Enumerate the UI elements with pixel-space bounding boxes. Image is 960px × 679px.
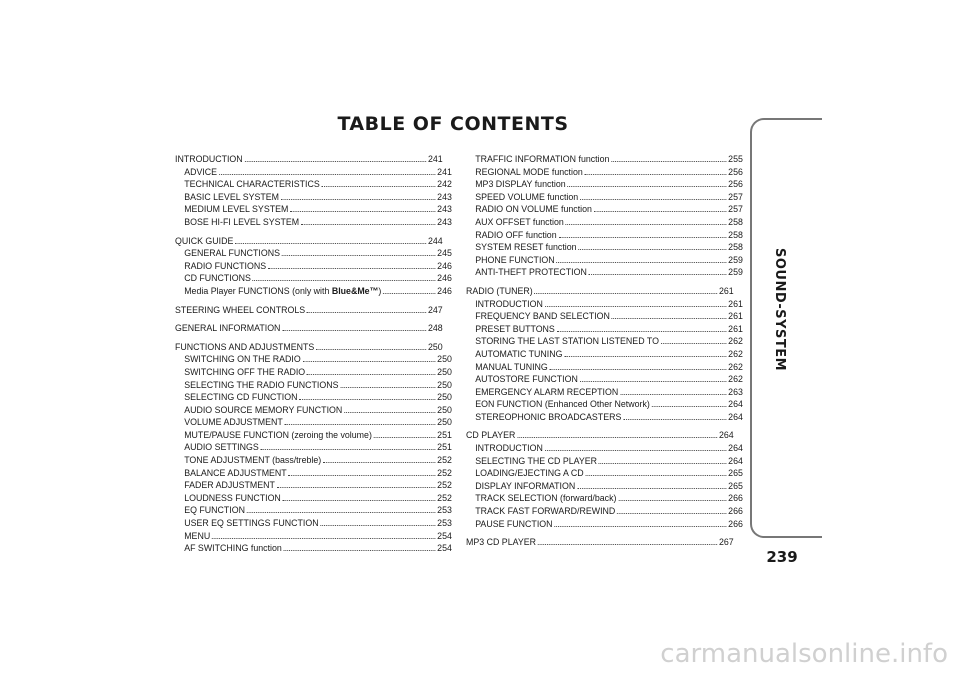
toc-entry-label: FREQUENCY BAND SELECTION <box>475 311 610 323</box>
toc-entry[interactable] <box>466 386 743 399</box>
toc-entry-page: 253 <box>437 518 452 530</box>
toc-leader-dots <box>299 391 435 400</box>
toc-entry[interactable] <box>175 379 452 392</box>
toc-entry[interactable] <box>466 398 743 411</box>
toc-entry[interactable] <box>466 536 734 549</box>
toc-entry[interactable] <box>466 266 743 279</box>
toc-entry-label: ANTI-THEFT PROTECTION <box>475 267 587 279</box>
toc-entry-page: 241 <box>427 154 443 165</box>
toc-entry-page: 264 <box>728 411 743 423</box>
toc-entry-label: RADIO FUNCTIONS <box>184 260 267 272</box>
toc-column-left <box>175 153 452 555</box>
toc-entry-label: INTRODUCTION <box>475 443 543 455</box>
toc-entry-label: FADER ADJUSTMENT <box>184 480 275 492</box>
toc-entry-label: MEDIUM LEVEL SYSTEM <box>184 204 289 216</box>
toc-entry[interactable] <box>175 467 452 480</box>
toc-entry[interactable] <box>466 285 734 298</box>
toc-entry[interactable] <box>466 323 743 336</box>
toc-leader-dots <box>290 203 435 212</box>
toc-entry-label: AUDIO SETTINGS <box>184 442 259 454</box>
toc-entry-label: LOUDNESS FUNCTION <box>184 492 281 504</box>
toc-entry[interactable] <box>175 191 452 204</box>
toc-entry[interactable] <box>175 341 443 354</box>
toc-entry[interactable] <box>175 366 452 379</box>
toc-entry-page: 258 <box>728 242 743 254</box>
toc-entry[interactable] <box>175 404 452 417</box>
toc-entry[interactable] <box>466 166 743 179</box>
toc-leader-dots <box>599 455 726 464</box>
toc-leader-dots <box>517 429 717 438</box>
page-number: 239 <box>766 548 798 566</box>
toc-entry-label: RADIO (TUNER) <box>466 285 533 297</box>
toc-entry-page: 254 <box>437 543 452 555</box>
toc-entry[interactable] <box>466 518 743 531</box>
toc-entry-label: Media Player FUNCTIONS (only with Blue&Me™) <box>184 285 382 297</box>
toc-entry-label: MP3 CD PLAYER <box>466 537 536 549</box>
toc-leader-dots <box>303 353 436 362</box>
toc-entry-label: SWITCHING OFF THE RADIO <box>184 366 306 378</box>
toc-entry-page: 265 <box>728 480 743 492</box>
toc-leader-dots <box>307 304 426 313</box>
toc-entry[interactable] <box>466 373 743 386</box>
toc-entry-label: BASIC LEVEL SYSTEM <box>184 191 280 203</box>
toc-entry[interactable] <box>466 429 734 442</box>
toc-entry[interactable] <box>175 542 452 555</box>
toc-entry-page: 243 <box>437 216 452 228</box>
toc-entry[interactable] <box>175 235 443 248</box>
toc-leader-dots <box>535 285 718 294</box>
toc-entry-label: VOLUME ADJUSTMENT <box>184 417 283 429</box>
toc-entry-page: 243 <box>437 191 452 203</box>
toc-entry-label: TRAFFIC INFORMATION function <box>475 154 610 165</box>
toc-entry[interactable] <box>466 505 743 518</box>
toc-entry-page: 246 <box>437 260 452 272</box>
toc-entry[interactable] <box>466 203 743 216</box>
toc-entry-label: BALANCE ADJUSTMENT <box>184 467 287 479</box>
toc-entry[interactable] <box>466 153 743 166</box>
toc-entry-page: 264 <box>728 443 743 455</box>
toc-entry-label: STEERING WHEEL CONTROLS <box>175 304 306 316</box>
toc-entry[interactable] <box>466 216 743 229</box>
toc-leader-dots <box>578 241 726 250</box>
toc-leader-dots <box>612 310 727 319</box>
toc-entry-page: 266 <box>728 518 743 530</box>
toc-entry[interactable] <box>175 530 452 543</box>
toc-entry-label: EMERGENCY ALARM RECEPTION <box>475 386 619 398</box>
toc-entry-page: 264 <box>728 455 743 467</box>
toc-entry-label: AUTOMATIC TUNING <box>475 348 563 360</box>
toc-entry-page: 266 <box>728 493 743 505</box>
toc-entry-label: GENERAL INFORMATION <box>175 323 281 335</box>
toc-entry[interactable] <box>466 298 743 311</box>
toc-leader-dots <box>282 247 436 256</box>
toc-entry-label: ADVICE <box>184 166 218 178</box>
toc-entry[interactable] <box>175 304 443 317</box>
toc-entry-page: 252 <box>437 492 452 504</box>
toc-entry-page: 242 <box>437 179 452 191</box>
toc-entry-label: RADIO ON VOLUME function <box>475 204 592 216</box>
toc-entry-page: 250 <box>427 341 443 353</box>
toc-entry-label: AF SWITCHING function <box>184 543 282 555</box>
toc-entry[interactable] <box>466 348 743 361</box>
toc-entry-page: 251 <box>437 429 452 441</box>
toc-entry-page: 262 <box>728 374 743 386</box>
toc-entry-page: 264 <box>728 399 743 411</box>
toc-entry-page: 252 <box>437 467 452 479</box>
toc-leader-dots <box>320 517 435 526</box>
toc-entry-page: 262 <box>728 336 743 348</box>
toc-entry[interactable] <box>466 442 743 455</box>
toc-leader-dots <box>235 235 426 244</box>
toc-entry-label: EON FUNCTION (Enhanced Other Network) <box>475 399 650 411</box>
toc-entry-label: SPEED VOLUME function <box>475 191 579 203</box>
toc-leader-dots <box>383 285 435 294</box>
toc-leader-dots <box>567 178 726 187</box>
toc-entry[interactable] <box>175 203 452 216</box>
toc-entry-label: STEREOPHONIC BROADCASTERS <box>475 411 622 423</box>
toc-leader-dots <box>550 361 727 370</box>
toc-entry[interactable] <box>466 492 743 505</box>
toc-entry-page: 246 <box>437 273 452 285</box>
toc-entry-page: 259 <box>728 267 743 279</box>
toc-leader-dots <box>585 166 727 175</box>
toc-entry-page: 253 <box>437 505 452 517</box>
toc-entry[interactable] <box>175 391 452 404</box>
toc-leader-dots <box>253 272 436 281</box>
toc-entry[interactable] <box>466 480 743 493</box>
toc-entry-label: AUX OFFSET function <box>475 216 564 228</box>
toc-entry-page: 256 <box>728 179 743 191</box>
toc-leader-dots <box>301 216 435 225</box>
toc-entry-label: QUICK GUIDE <box>175 235 234 247</box>
toc-entry-page: 246 <box>437 285 452 297</box>
toc-entry[interactable] <box>175 454 452 467</box>
toc-entry[interactable] <box>175 247 452 260</box>
toc-entry-page: 250 <box>437 392 452 404</box>
toc-entry-page: 264 <box>718 430 734 442</box>
toc-entry[interactable] <box>175 260 452 273</box>
section-tab-label: SOUND-SYSTEM <box>772 248 787 372</box>
toc-entry-label: PHONE FUNCTION <box>475 254 555 266</box>
toc-entry-label: MENU <box>184 530 211 542</box>
toc-entry-label: CD FUNCTIONS <box>184 273 251 285</box>
toc-leader-dots <box>594 203 727 212</box>
toc-entry-page: 261 <box>728 311 743 323</box>
toc-leader-dots <box>545 442 727 451</box>
toc-entry-page: 252 <box>437 480 452 492</box>
toc-leader-dots <box>284 542 436 551</box>
toc-leader-dots <box>618 492 726 501</box>
toc-entry-page: 263 <box>728 386 743 398</box>
toc-leader-dots <box>617 505 726 514</box>
page-title: TABLE OF CONTENTS <box>337 113 569 135</box>
toc-entry-label: GENERAL FUNCTIONS <box>184 248 280 260</box>
toc-leader-dots <box>247 504 435 513</box>
toc-leader-dots <box>557 323 727 332</box>
toc-entry-page: 248 <box>427 323 443 335</box>
toc-entry-label: SELECTING THE RADIO FUNCTIONS <box>184 379 339 391</box>
toc-entry-label: LOADING/EJECTING A CD <box>475 468 584 480</box>
toc-entry-page: 244 <box>427 235 443 247</box>
toc-entry-page: 257 <box>728 191 743 203</box>
toc-entry-label: MANUAL TUNING <box>475 361 548 373</box>
toc-leader-dots <box>277 479 436 488</box>
toc-entry[interactable] <box>175 441 452 454</box>
toc-entry[interactable] <box>466 254 743 267</box>
toc-entry-label: SELECTING THE CD PLAYER <box>475 455 598 467</box>
toc-entry-label: EQ FUNCTION <box>184 505 246 517</box>
toc-entry-label: AUTOSTORE FUNCTION <box>475 374 578 386</box>
toc-entry-page: 252 <box>437 455 452 467</box>
toc-entry-page: 261 <box>728 323 743 335</box>
toc-entry-label: SELECTING CD FUNCTION <box>184 392 298 404</box>
toc-entry[interactable] <box>175 517 452 530</box>
toc-entry[interactable] <box>175 166 452 179</box>
toc-entry[interactable] <box>466 241 743 254</box>
toc-entry[interactable] <box>466 178 743 191</box>
toc-entry[interactable] <box>175 216 452 229</box>
toc-leader-dots <box>577 480 726 489</box>
toc-leader-dots <box>585 467 726 476</box>
toc-entry-label: CD PLAYER <box>466 430 516 442</box>
toc-leader-dots <box>580 373 727 382</box>
toc-leader-dots <box>661 335 727 344</box>
toc-entry-page: 247 <box>427 304 443 316</box>
toc-entry-page: 262 <box>728 361 743 373</box>
toc-entry-page: 250 <box>437 354 452 366</box>
toc-entry[interactable] <box>175 353 452 366</box>
toc-entry-page: 258 <box>728 229 743 241</box>
toc-leader-dots <box>611 153 726 162</box>
toc-entry-label: SWITCHING ON THE RADIO <box>184 354 301 366</box>
toc-leader-dots <box>620 386 726 395</box>
toc-entry-page: 243 <box>437 204 452 216</box>
toc-entry-page: 251 <box>437 442 452 454</box>
toc-leader-dots <box>282 322 426 331</box>
toc-entry-page: 258 <box>728 216 743 228</box>
toc-entry-page: 250 <box>437 366 452 378</box>
toc-leader-dots <box>307 366 435 375</box>
toc-leader-dots <box>564 348 726 357</box>
toc-entry-page: 261 <box>718 285 734 297</box>
toc-entry-page: 250 <box>437 417 452 429</box>
toc-leader-dots <box>285 416 436 425</box>
toc-entry-label: MP3 DISPLAY function <box>475 179 566 191</box>
toc-entry-label: TECHNICAL CHARACTERISTICS <box>184 179 320 191</box>
toc-entry[interactable] <box>175 429 452 442</box>
toc-entry-label: BOSE HI-FI LEVEL SYSTEM <box>184 216 300 228</box>
toc-entry-label: INTRODUCTION <box>175 154 243 165</box>
toc-leader-dots <box>344 404 435 413</box>
toc-entry[interactable] <box>175 322 443 335</box>
toc-entry-label: AUDIO SOURCE MEMORY FUNCTION <box>184 404 343 416</box>
toc-leader-dots <box>538 536 717 545</box>
toc-entry-label: PAUSE FUNCTION <box>475 518 553 530</box>
toc-entry-page: 257 <box>728 204 743 216</box>
toc-entry[interactable] <box>466 361 743 374</box>
toc-entry-page: 259 <box>728 254 743 266</box>
toc-entry-label: USER EQ SETTINGS FUNCTION <box>184 518 319 530</box>
toc-entry-page: 255 <box>728 154 743 165</box>
toc-entry-page: 241 <box>437 166 452 178</box>
toc-entry[interactable] <box>175 416 452 429</box>
toc-entry-page: 254 <box>437 530 452 542</box>
toc-leader-dots <box>652 398 727 407</box>
toc-entry[interactable] <box>175 285 452 298</box>
toc-entry-label: TONE ADJUSTMENT (bass/treble) <box>184 455 322 467</box>
toc-entry-page: 250 <box>437 379 452 391</box>
toc-entry-label: RADIO OFF function <box>475 229 557 241</box>
toc-entry-page: 250 <box>437 404 452 416</box>
toc-entry[interactable] <box>466 455 743 468</box>
toc-entry[interactable] <box>466 335 743 348</box>
toc-entry-label: TRACK FAST FORWARD/REWIND <box>475 506 616 518</box>
toc-entry-label: STORING THE LAST STATION LISTENED TO <box>475 336 659 348</box>
toc-entry-label: SYSTEM RESET function <box>475 242 577 254</box>
toc-entry-label: FUNCTIONS AND ADJUSTMENTS <box>175 341 315 353</box>
toc-entry[interactable] <box>175 504 452 517</box>
toc-leader-dots <box>219 166 435 175</box>
toc-entry[interactable] <box>466 191 743 204</box>
toc-entry[interactable] <box>466 229 743 242</box>
toc-entry-label: INTRODUCTION <box>475 298 543 310</box>
toc-leader-dots <box>580 191 726 200</box>
toc-entry-label: DISPLAY INFORMATION <box>475 480 576 492</box>
toc-entry[interactable] <box>466 310 743 323</box>
toc-leader-dots <box>289 467 436 476</box>
toc-leader-dots <box>623 411 726 420</box>
toc-entry-page: 256 <box>728 166 743 178</box>
toc-entry-label: TRACK SELECTION (forward/back) <box>475 493 617 505</box>
toc-leader-dots <box>268 260 435 269</box>
toc-leader-dots <box>545 298 727 307</box>
toc-entry[interactable] <box>175 272 452 285</box>
toc-leader-dots <box>323 454 435 463</box>
toc-leader-dots <box>589 266 727 275</box>
toc-leader-dots <box>322 178 436 187</box>
toc-entry-label: MUTE/PAUSE FUNCTION (zeroing the volume) <box>184 429 372 441</box>
toc-entry[interactable] <box>175 492 452 505</box>
toc-leader-dots <box>566 216 727 225</box>
toc-leader-dots <box>340 379 435 388</box>
toc-leader-dots <box>281 191 435 200</box>
toc-leader-dots <box>316 341 426 350</box>
toc-leader-dots <box>245 153 427 162</box>
toc-leader-dots <box>261 441 436 450</box>
toc-entry-page: 265 <box>728 468 743 480</box>
toc-entry-page: 245 <box>437 248 452 260</box>
toc-entry-label: PRESET BUTTONS <box>475 323 555 335</box>
toc-entry[interactable] <box>466 411 743 424</box>
toc-entry-page: 266 <box>728 506 743 518</box>
toc-leader-dots <box>212 530 435 539</box>
toc-entry[interactable] <box>175 178 452 191</box>
watermark: carmanualsonline.info <box>660 639 948 669</box>
toc-entry[interactable] <box>466 467 743 480</box>
toc-entry[interactable] <box>175 479 452 492</box>
toc-leader-dots <box>556 254 726 263</box>
toc-leader-dots <box>558 229 726 238</box>
toc-entry-page: 267 <box>718 537 734 549</box>
toc-entry[interactable] <box>175 153 443 166</box>
toc-entry-label: REGIONAL MODE function <box>475 166 583 178</box>
toc-entry-page: 261 <box>728 298 743 310</box>
toc-column-right <box>466 153 743 549</box>
toc-leader-dots <box>374 429 436 438</box>
toc-leader-dots <box>283 492 436 501</box>
toc-leader-dots <box>554 518 726 527</box>
toc-entry-page: 262 <box>728 348 743 360</box>
